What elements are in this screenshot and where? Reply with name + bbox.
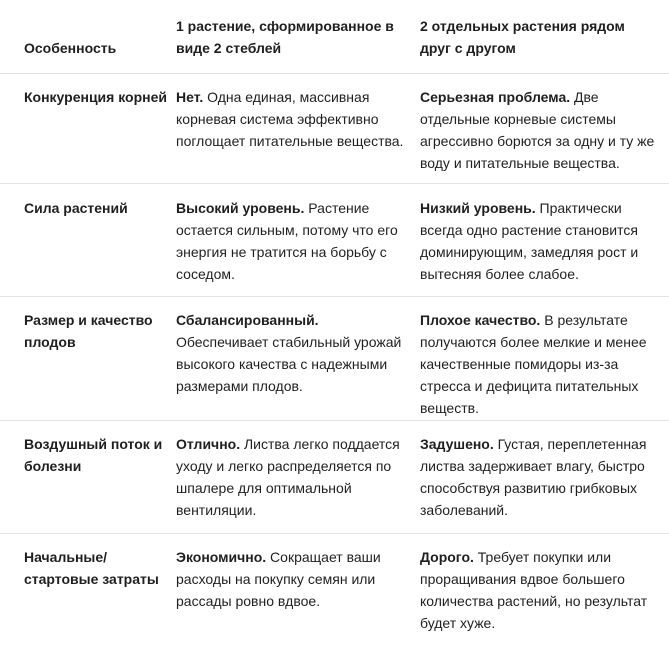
cell-lead: Сбалансированный. [176,312,319,328]
cell-text: Густая, переплетенная листва задерживает влагу, быстро способствуя развитию грибковых заболеваний. [420,436,647,518]
cell-text: Листва легко поддается уходу и легко распределяется по шпалере для оптимальной вентиляции. [176,436,400,518]
table-row [0,421,669,534]
cell-text: Одна единая, массивная корневая система эффективно поглощает питательные вещества. [176,89,404,149]
one-plant-cell [176,184,420,296]
cell-lead: Высокий уровень. [176,200,305,216]
two-plants-cell [420,74,669,183]
cell-lead: Задушено. [420,436,494,452]
two-plants-cell [420,184,669,296]
row-feature: Воздушный поток и болезни [24,436,163,474]
table-row [0,534,669,647]
cell-lead: Экономично. [176,549,267,565]
one-plant-cell [176,421,420,533]
cell-lead: Плохое качество. [420,312,541,328]
one-plant-cell [176,534,420,647]
cell-text: Растение остается сильным, потому что его энергия не тратится на борьбу с соседом. [176,200,398,282]
table-row [0,74,669,184]
row-feature: Размер и качество плодов [24,312,153,350]
two-plants-cell [420,534,669,647]
table-row [0,297,669,421]
cell-text: Две отдельные корневые системы агрессивно борются за одну и ту же воду и питательные вещества. [420,89,655,171]
header-one-plant: 1 растение, сформированное в виде 2 стеблей [176,18,394,56]
cell-text: Обеспечивает стабильный урожай высокого качества с надежными размерами плодов. [176,334,402,394]
table-row [0,184,669,297]
cell-text: Практически всегда одно растение становится доминирующим, замедляя рост и вытесняя более слабое. [420,200,639,282]
two-plants-cell [420,421,669,533]
two-plants-cell [420,297,669,420]
cell-text: Требует покупки или проращивания вдвое большего количества растений, но результат будет хуже. [420,549,648,631]
cell-text: Сокращает ваши расходы на покупку семян или рассады ровно вдвое. [176,549,381,609]
one-plant-cell [176,297,420,420]
header-feature [0,0,176,73]
header-feature-label: Особенность [24,40,117,56]
cell-text: В результате получаются более мелкие и менее качественные помидоры из-за стресса и дефицита питательных веществ. [420,312,647,416]
cell-lead: Нет. [176,89,204,105]
cell-lead: Отлично. [176,436,241,452]
row-feature: Конкуренция корней [24,89,168,105]
cell-lead: Серьезная проблема. [420,89,571,105]
table-header-row [0,0,669,74]
row-feature: Начальные/ стартовые затраты [24,549,159,587]
cell-lead: Низкий уровень. [420,200,536,216]
cell-lead: Дорого. [420,549,474,565]
header-two-plants: 2 отдельных растения рядом друг с другом [420,18,625,56]
row-feature: Сила растений [24,200,128,216]
one-plant-cell [176,74,420,183]
